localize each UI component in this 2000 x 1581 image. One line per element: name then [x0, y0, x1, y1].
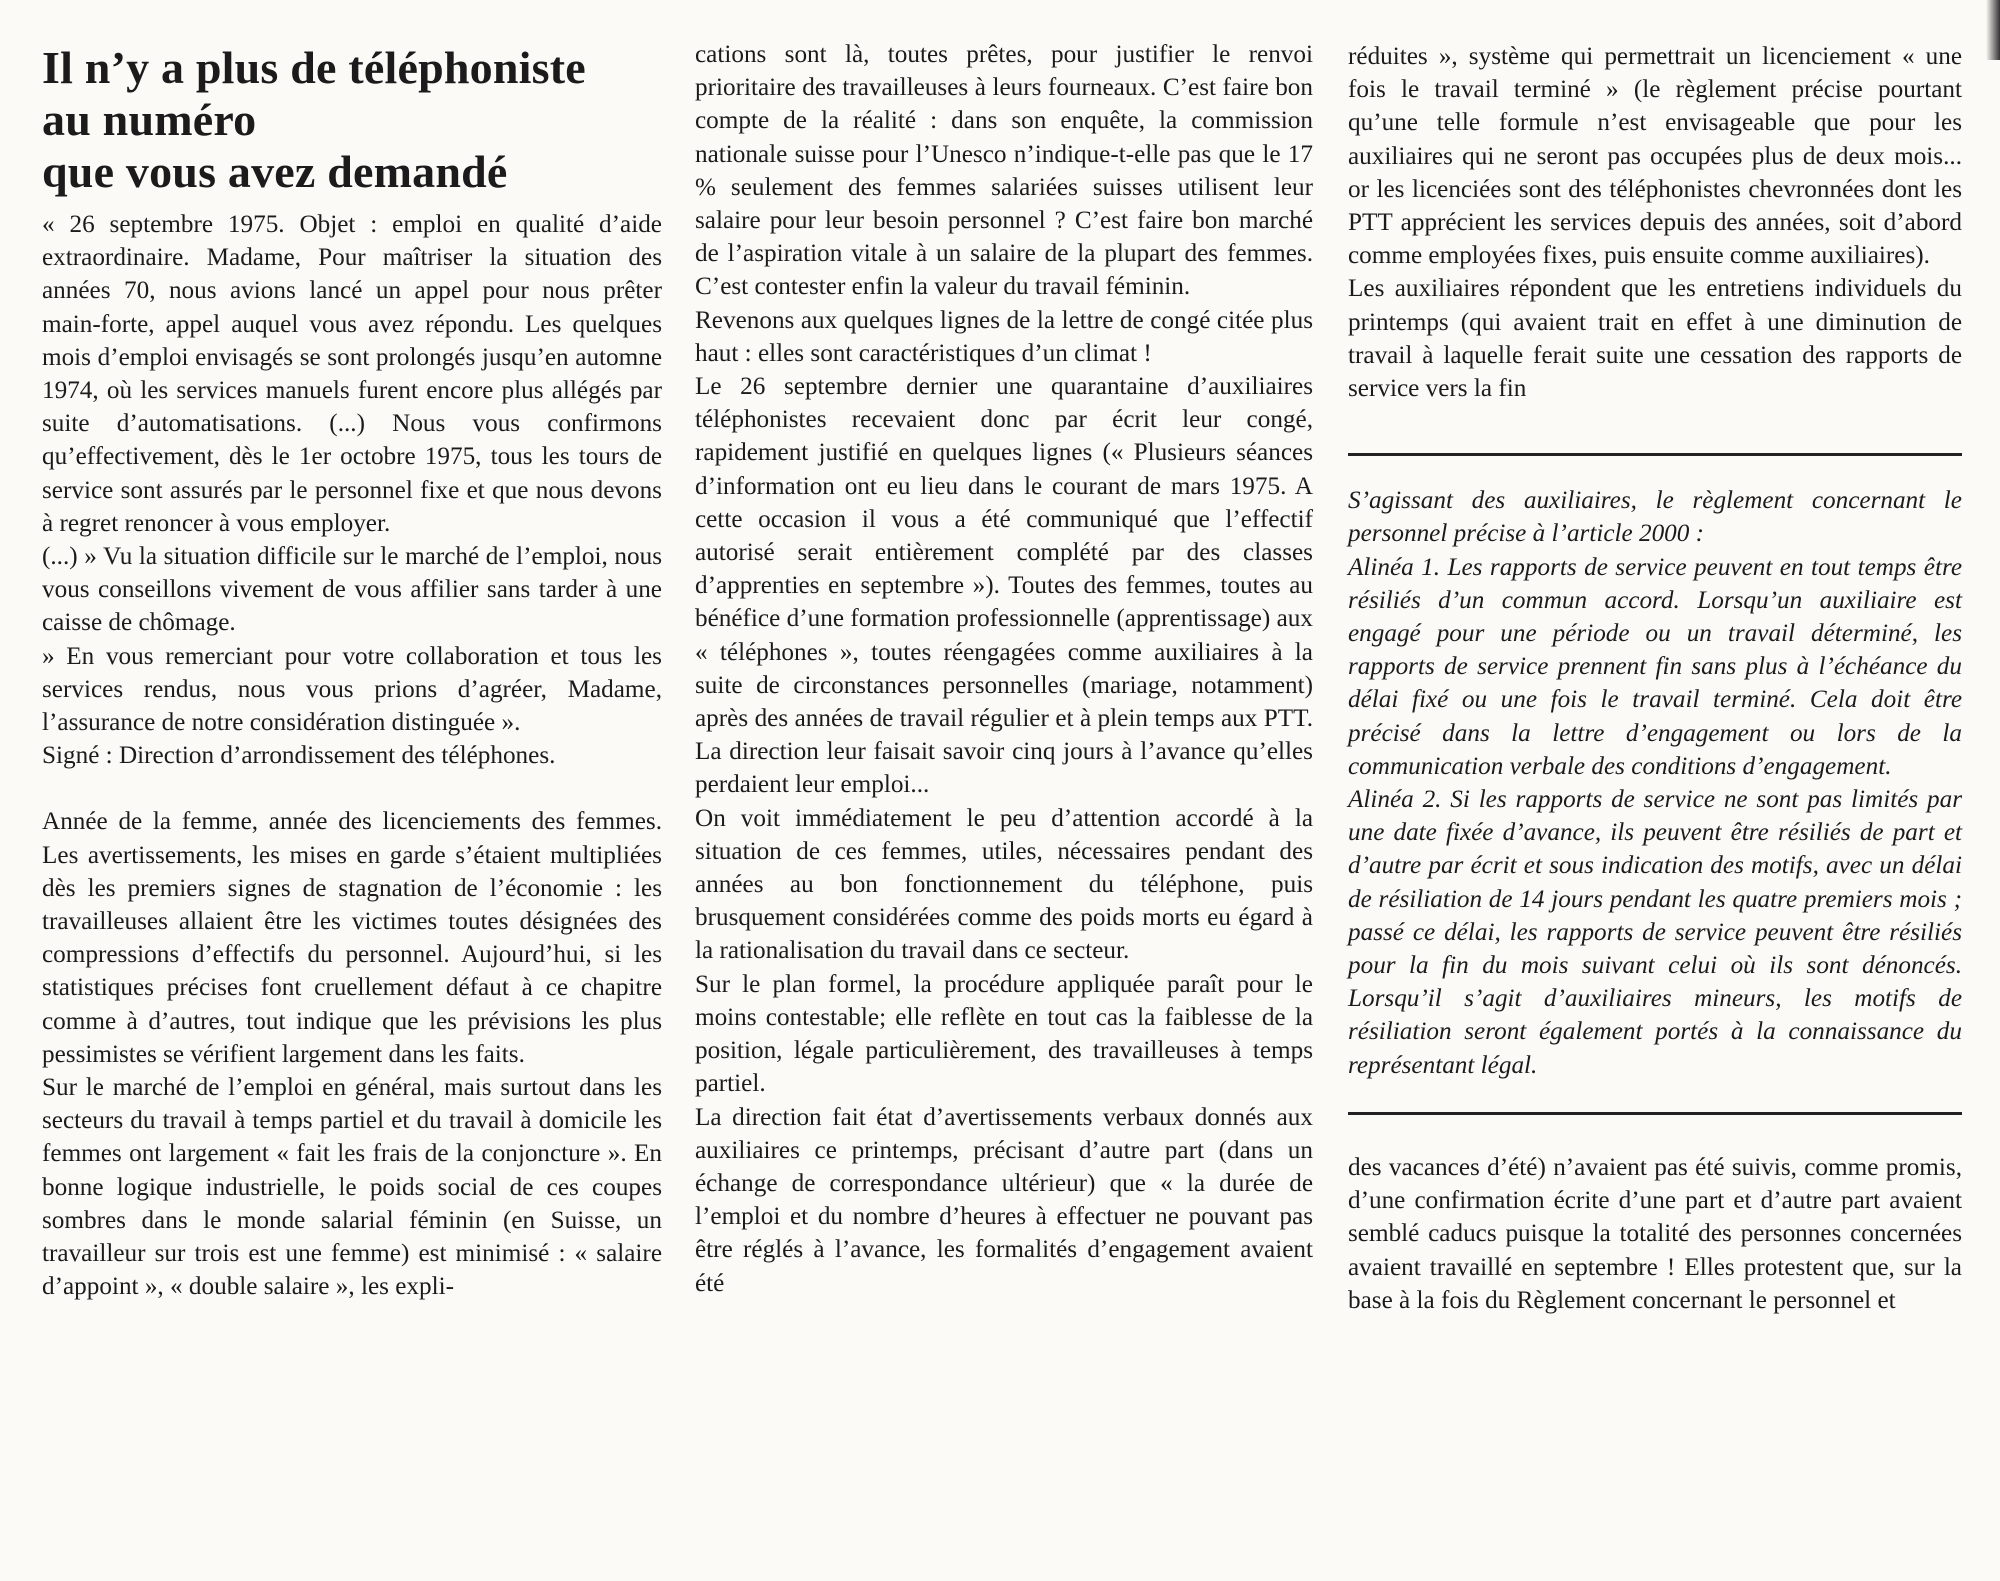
letter-signature: Signé : Direction d’arrondissement des téléphones. [42, 742, 556, 770]
body-paragraph: Les auxiliaires répondent que les entretiens individuels du printemps (qui avaient trait en effet à une diminution de travail à laquelle ferait suite une cessation des rapports de service vers la fin [1348, 275, 1962, 403]
body-paragraph: des vacances d’été) n’avaient pas été suivis, comme promis, d’une confirmation écrite d’une part et d’autre part avaient semblé caducs puisque la totalité des personnes concernées avaient travaillé en septembre ! Elles protestent que, sur la base à la fois du Règlement concernant le personnel et [1348, 1153, 1962, 1314]
regulation-intro: S’agissant des auxiliaires, le règlement concernant le personnel précise à l’article 2000 : [1348, 487, 1962, 548]
letter-paragraph: « 26 septembre 1975. Objet : emploi en qualité d’aide extraordinaire. Madame, Pour maîtriser la situation des années 70, nous avions lancé un appel pour nous prêter main-forte, appel auquel vous avez répondu. Les quelques mois d’emploi envisagés se sont prolongés jusqu’en automne 1974, où les services manuels furent encore plus allégés par suite d’automatisations. (...) Nous vous confirmons qu’effectivement, dès le 1er octobre 1975, tous les tours de service sont assurés par le personnel fixe et que nous devons à regret renoncer à vous employer. [42, 211, 662, 537]
body-paragraph: On voit immédiatement le peu d’attention accordé à la situation de ces femmes, utiles, nécessaires pendant des années au bon fonctionnement du téléphone, puis brusquement considérées comme des poids morts eu égard à la rationalisation du travail dans ce secteur. [695, 804, 1313, 965]
regulation-alinea-2: Alinéa 2. Si les rapports de service ne sont pas limités par une date fixée d’avance, ils peuvent être résiliés de part et d’autre par écrit et sous indication des motifs, avec un délai de résiliation de 14 jours pendant les quatre premiers mois ; passé ce délai, les rapports de service peuvent être résiliés pour la fin du mois suivant celui où ils sont dénoncés. Lorsqu’il s’agit d’auxiliaires mineurs, les motifs de résiliation seront également portés à la connaissance du représentant légal. [1348, 786, 1962, 1079]
regulation-box [1348, 484, 1962, 1082]
scan-edge [1986, 0, 2000, 60]
body-paragraph: Sur le plan formel, la procédure appliquée paraît pour le moins contestable; elle reflète en tout cas la faiblesse de la position, légale particulièrement, des travailleuses à temps partiel. [695, 970, 1313, 1098]
body-paragraph: Le 26 septembre dernier une quarantaine d’auxiliaires téléphonistes recevaient donc par écrit leur congé, rapidement justifié en quelques lignes (« Plusieurs séances d’information ont eu lieu dans le courant de mars 1975. A cette occasion il vous a été communiqué que l’effectif autorisé serait entièrement complété par des classes d’apprenties en septembre »). Toutes des femmes, toutes au bénéfice d’une formation professionnelle (apprentissage) aux « téléphones », toutes réengagées comme auxiliaires à la suite de circonstances personnelles (mariage, notamment) après des années de travail régulier et à plein temps aux PTT. La direction leur faisait savoir cinq jours à l’avance qu’elles perdaient leur emploi... [695, 373, 1313, 799]
body-paragraph: La direction fait état d’avertissements verbaux donnés aux auxiliaires ce printemps, précisant d’autre part (dans un échange de correspondance ultérieur) que « la durée de l’emploi et du nombre d’heures à effectuer ne pouvant pas être réglés à l’avance, les formalités d’engagement avaient été [695, 1103, 1313, 1297]
column-2 [695, 38, 1313, 1300]
column-3 [1348, 40, 1962, 1317]
paragraph-gap [42, 772, 662, 805]
letter-paragraph: (...) » Vu la situation difficile sur le marché de l’emploi, nous vous conseillons vivement de vous affilier sans tarder à une caisse de chômage. [42, 543, 662, 637]
title-line-2: au numéro [42, 94, 257, 145]
regulation-alinea-1: Alinéa 1. Les rapports de service peuvent en tout temps être résiliés d’un commun accord. Lorsqu’un auxiliaire est engagé pour une période ou un travail déterminé, les rapports de service prennent fin sans plus à l’échéance du délai fixé ou une fois le travail terminé. Cela doit être précisé dans la lettre d’engagement ou lors de la communication verbale des conditions d’engagement. [1348, 553, 1962, 780]
body-paragraph: réduites », système qui permettrait un licenciement « une fois le travail terminé » (le règlement précise pourtant qu’une telle formule n’est envisageable que pour les auxiliaires qui ne seront pas occupées plus de deux mois... or les licenciées sont des téléphonistes chevronnées dont les PTT apprécient les services depuis des années, soit d’abord comme employées fixes, puis ensuite comme auxiliaires). [1348, 43, 1962, 270]
column-1 [42, 40, 662, 1304]
title-line-1: Il n’y a plus de téléphoniste [42, 42, 586, 93]
letter-paragraph: » En vous remerciant pour votre collaboration et tous les services rendus, nous vous prions d’agréer, Madame, l’assurance de notre considération distinguée ». [42, 642, 662, 737]
body-paragraph: cations sont là, toutes prêtes, pour justifier le renvoi prioritaire des travailleuses à leurs fourneaux. C’est faire bon compte de la réalité : dans son enquête, la commission nationale suisse pour l’Unesco n’indique-t-elle pas que le 17 % seulement des femmes salariées suisses utilisent leur salaire pour leur besoin personnel ? C’est faire bon marché de l’aspiration vitale à un salaire de la plupart des femmes. C’est contester enfin la valeur du travail féminin. [695, 41, 1313, 301]
box-bottom-rule [1348, 1112, 1962, 1115]
article-title [42, 42, 662, 198]
body-paragraph: Année de la femme, année des licenciements des femmes. Les avertissements, les mises en garde s’étaient multipliées dès les premiers signes de stagnation de l’économie : les travailleuses allaient être les victimes toutes désignées des compressions d’effectifs du personnel. Aujourd’hui, si les statistiques précises font cruellement défaut à ce chapitre comme à d’autres, tout indique que les prévisions les plus pessimistes se vérifient largement dans les faits. [42, 808, 662, 1068]
title-line-3: que vous avez demandé [42, 146, 508, 197]
box-top-rule [1348, 453, 1962, 456]
body-paragraph: Sur le marché de l’emploi en général, mais surtout dans les secteurs du travail à temps partiel et du travail à domicile les femmes ont largement « fait les frais de la conjoncture ». En bonne logique industrielle, le poids social de ces coupes sombres dans le monde salarial féminin (en Suisse, un travailleur sur trois est une femme) est minimisé : « salaire d’appoint », « double salaire », les expli- [42, 1074, 662, 1301]
body-paragraph: Revenons aux quelques lignes de la lettre de congé citée plus haut : elles sont caractéristiques d’un climat ! [695, 306, 1313, 367]
